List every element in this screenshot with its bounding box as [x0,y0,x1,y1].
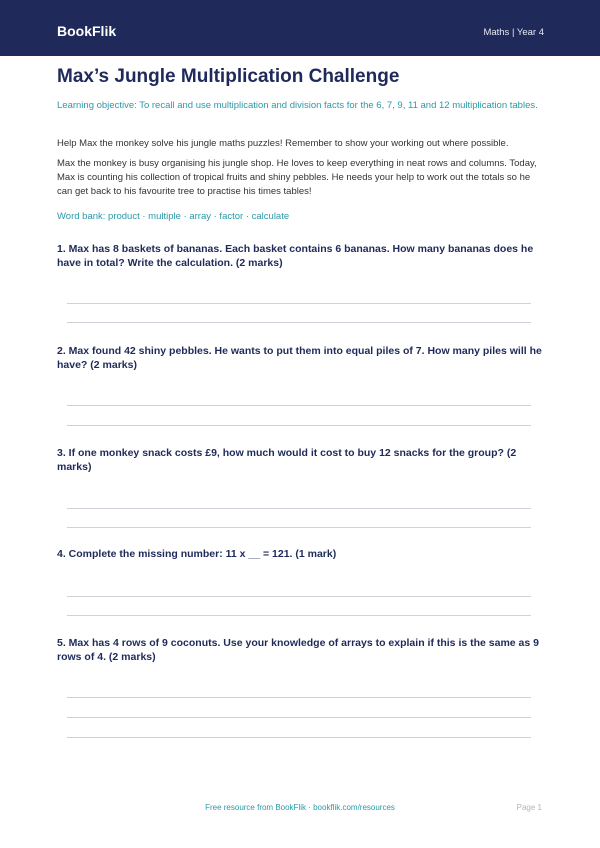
answer-line [67,303,531,304]
answer-line [67,737,531,738]
answer-line [67,697,531,698]
question-5: 5. Max has 4 rows of 9 coconuts. Use your knowledge of arrays to explain if this is the same as 9 rows of 4. (2 marks) [57,637,539,663]
answer-line [67,322,531,323]
intro-text: Help Max the monkey solve his jungle maths puzzles! Remember to show your working out where possible. [57,138,509,149]
story-text: Max the monkey is busy organising his jungle shop. He loves to keep everything in neat rows and columns. Today, Max is counting his collection of tropical fruits and shiny pebbles. He needs your help to work out the totals so he can get back to his favourite tree to practise his times tables! [57,158,537,197]
question-4: 4. Complete the missing number: 11 x __ = 121. (1 mark) [57,548,337,560]
question-1: 1. Max has 8 baskets of bananas. Each basket contains 6 bananas. How many bananas does he have in total? Write the calculation. (2 marks) [57,243,534,269]
answer-line [67,615,531,616]
answer-line [67,508,531,509]
page-number: Page 1 [516,803,542,812]
answer-line [67,717,531,718]
worksheet-title: Max’s Jungle Multiplication Challenge [57,66,400,87]
answer-line [67,596,531,597]
learning-objective: Learning objective: To recall and use multiplication and division facts for the 6, 7, 9, 11 and 12 multiplication tables. [57,100,538,111]
header-bar [0,0,600,56]
answer-line [67,425,531,426]
question-3: 3. If one monkey snack costs £9, how much would it cost to buy 12 snacks for the group? (2 marks) [57,447,517,473]
subject-year-label: Maths | Year 4 [483,27,544,38]
answer-line [67,405,531,406]
answer-line [67,527,531,528]
footer [0,802,600,814]
footer-credit[interactable]: Free resource from BookFlik · bookflik.com/resources [205,803,395,812]
question-2: 2. Max found 42 shiny pebbles. He wants to put them into equal piles of 7. How many piles will he have? (2 marks) [57,345,542,371]
brand-logo: BookFlik [57,23,117,39]
word-bank: Word bank: product · multiple · array · factor · calculate [57,211,290,222]
